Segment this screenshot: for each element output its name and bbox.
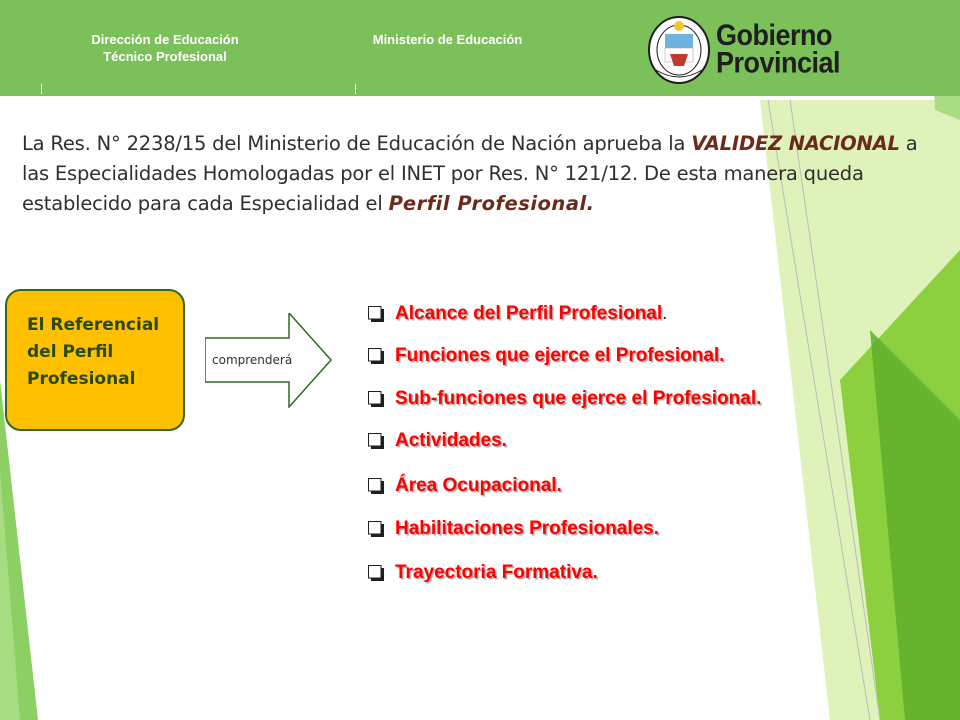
checkbox-bullet-icon: [368, 433, 385, 450]
list-item: [368, 300, 667, 328]
logo-line2: Provincial: [716, 46, 841, 80]
corrientes-emblem-icon: [646, 10, 712, 86]
header-left-line1: Dirección de Educación: [91, 32, 239, 47]
validez-nacional-emphasis: VALIDEZ NACIONAL: [691, 132, 900, 155]
list-item: [368, 385, 761, 413]
referencial-box: [5, 289, 185, 431]
header-tick: [355, 84, 356, 94]
logo-line1: Gobierno: [716, 18, 832, 52]
referencial-line1: El Referencial: [27, 315, 160, 335]
list-item-text: Funciones que ejerce el Profesional.: [395, 345, 725, 366]
referencial-label: [27, 312, 177, 393]
list-item: [368, 559, 598, 587]
list-item-text: Área Ocupacional.: [395, 475, 562, 496]
list-item: [368, 342, 724, 370]
header-ministerio: Ministerio de Educación: [372, 32, 523, 47]
checkbox-bullet-icon: [368, 521, 385, 538]
checkbox-bullet-icon: [368, 478, 385, 495]
intro-text-2: a las Especialidades Homologadas por el INET por Res. N° 121/12. De esta manera queda establecido para cada Especialidad el: [22, 132, 918, 215]
checkbox-bullet-icon: [368, 348, 385, 365]
list-item-text: Alcance del Perfil Profesional: [395, 303, 663, 324]
perfil-profesional-emphasis: Perfil Profesional.: [388, 192, 595, 215]
checkbox-bullet-icon: [368, 306, 385, 323]
checkbox-bullet-icon: [368, 565, 385, 582]
header-tick: [41, 84, 42, 94]
gobierno-provincial-logo: [716, 18, 841, 80]
header-direccion: [55, 31, 275, 65]
checkbox-bullet-icon: [368, 391, 385, 408]
list-item: [368, 427, 507, 455]
referencial-line2: del Perfil: [27, 342, 114, 362]
list-item-text: Actividades.: [395, 430, 507, 451]
referencial-line3: Profesional: [27, 369, 136, 389]
header-bar: [0, 0, 960, 96]
arrow-label: comprenderá: [212, 353, 293, 367]
header-left-line2: Técnico Profesional: [103, 49, 227, 64]
intro-paragraph: [22, 129, 942, 219]
intro-text-1: La Res. N° 2238/15 del Ministerio de Educación de Nación aprueba la: [22, 132, 692, 155]
list-item-suffix: .: [662, 303, 668, 324]
list-item-text: Sub-funciones que ejerce el Profesional.: [395, 388, 762, 409]
list-item: [368, 472, 562, 500]
list-item: [368, 515, 659, 543]
list-item-text: Trayectoria Formativa.: [395, 562, 598, 583]
list-item-text: Habilitaciones Profesionales.: [395, 518, 659, 539]
